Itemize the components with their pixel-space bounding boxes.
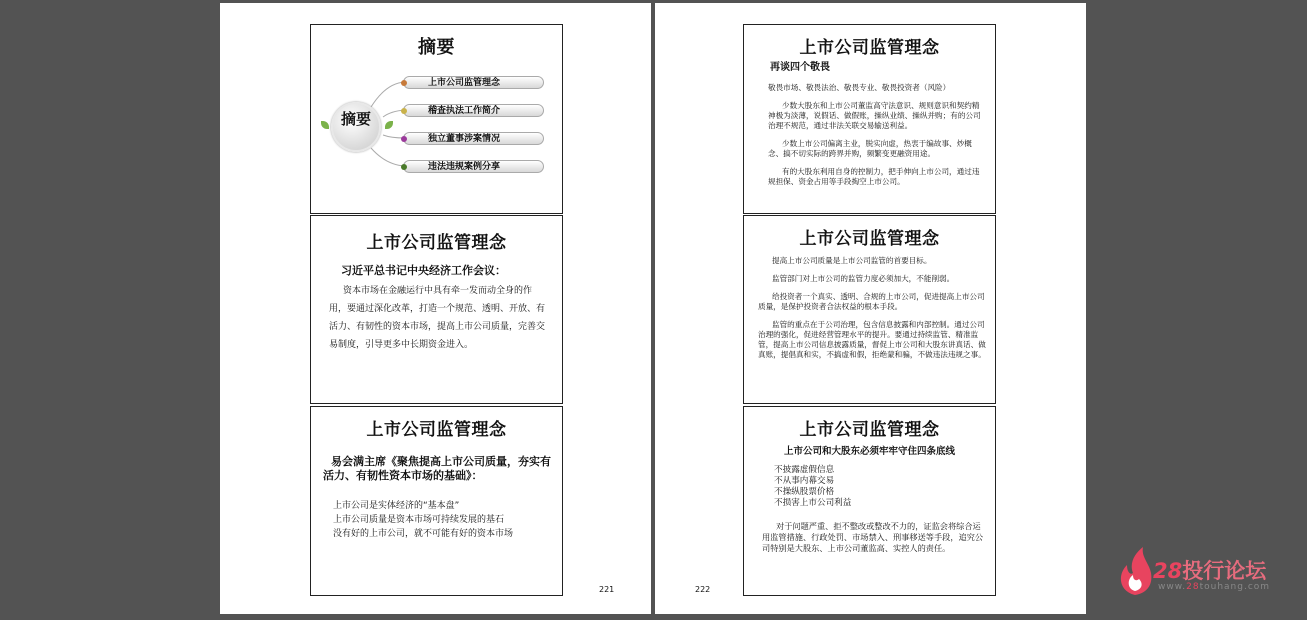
summary-item-1[interactable] xyxy=(403,76,544,89)
slide-title: 上市公司监管理念 xyxy=(799,38,940,58)
watermark-brand xyxy=(1153,555,1266,585)
url-prefix: www. xyxy=(1158,582,1187,592)
line-item: 不操纵股票价格 xyxy=(774,487,835,497)
summary-item-label: 违法违规案例分享 xyxy=(428,162,501,172)
slide-lines xyxy=(333,499,557,541)
slide-closing xyxy=(762,521,984,562)
body-paragraph: 对于问题严重、拒不整改或整改不力的，证监会将综合运用监管措施、行政处罚、市场禁入、刑事移送等手段，追究公司特别是大股东、上市公司董监高、实控人的责任。 xyxy=(762,521,984,553)
summary-item-label: 独立董事涉案情况 xyxy=(428,134,501,144)
bullet-dot-icon xyxy=(401,164,407,170)
bullet-dot-icon xyxy=(401,108,407,114)
page-number: 222 xyxy=(695,585,711,594)
summary-circle xyxy=(331,102,381,152)
body-paragraph: 监管的重点在于公司治理，包含信息披露和内部控制。通过公司治理的强化，促进经营管理水平的提升。要通过持续监管、精准监管，提高上市公司信息披露质量，督促上市公司和大股东讲真话、做真账，提倡真和实，不搞虚和假，拒绝蒙和骗，不做违法违规之事。 xyxy=(758,320,986,359)
slide-regulation-goals xyxy=(743,215,996,404)
slide-yi-quote xyxy=(310,406,563,596)
line-item: 没有好的上市公司，就不可能有好的资本市场 xyxy=(333,529,514,539)
document-page-222 xyxy=(655,3,1086,614)
slide-body: 资本市场在金融运行中具有牵一发而动全身的作用，要通过深化改革，打造一个规范、透明、开放、有活力、有韧性的资本市场，提高上市公司质量，完善交易制度，引导更多中长期资金进入。 xyxy=(329,286,546,350)
slide-four-bottom-lines xyxy=(743,406,996,596)
body-paragraph: 有的大股东利用自身的控制力，把手伸向上市公司，通过违规担保、资金占用等手段掏空上市公司。 xyxy=(768,167,980,186)
summary-item-3[interactable] xyxy=(403,132,544,145)
url-highlight: 28 xyxy=(1186,582,1200,592)
brand-number: 28 xyxy=(1153,559,1183,583)
body-paragraph: 给投资者一个真实、透明、合规的上市公司，促进提高上市公司质量，是保护投资者合法权益的根本手段。 xyxy=(758,292,985,311)
body-paragraph: 少数上市公司偏离主业，脱实向虚，热衷于编故事、炒概念、搞不切实际的跨界并购，频繁变更融资用途。 xyxy=(768,139,972,158)
page-number: 221 xyxy=(599,585,615,594)
slide-title: 上市公司监管理念 xyxy=(366,420,507,440)
slide-title: 上市公司监管理念 xyxy=(799,420,940,440)
line-item: 上市公司是实体经济的“基本盘” xyxy=(333,501,460,511)
body-paragraph: 少数大股东和上市公司董监高守法意识、规则意识和契约精神极为淡薄，说假话、做假账，操纵业绩、操纵并购；有的公司治理不规范，通过非法关联交易输送利益。 xyxy=(768,101,981,130)
slide-title: 上市公司监管理念 xyxy=(799,229,940,249)
document-page-221 xyxy=(220,3,651,614)
slide-body xyxy=(768,83,986,195)
url-suffix: touhang.com xyxy=(1199,582,1271,592)
summary-item-label: 稽查执法工作简介 xyxy=(428,106,501,116)
brand-name: 投行论坛 xyxy=(1182,559,1267,583)
body-paragraph: 提高上市公司质量是上市公司监管的首要目标。 xyxy=(772,256,932,265)
bullet-dot-icon xyxy=(401,136,407,142)
slide-four-reverences xyxy=(743,24,996,214)
summary-item-2[interactable] xyxy=(403,104,544,117)
slide-title: 上市公司监管理念 xyxy=(366,233,507,253)
summary-item-label: 上市公司监管理念 xyxy=(428,78,501,88)
bullet-dot-icon xyxy=(401,80,407,86)
line-item: 不从事内幕交易 xyxy=(774,476,835,486)
slide-xi-quote xyxy=(310,215,563,404)
slide-subtitle: 再谈四个敬畏 xyxy=(770,62,830,73)
slide-summary xyxy=(310,24,563,214)
line-item: 不披露虚假信息 xyxy=(774,465,835,475)
circle-label: 摘要 xyxy=(341,110,372,128)
summary-item-4[interactable] xyxy=(403,160,544,173)
line-item: 不损害上市公司利益 xyxy=(774,498,852,508)
intro-paragraph: 敬畏市场、敬畏法治、敬畏专业、敬畏投资者（风险） xyxy=(768,83,951,92)
slide-lines xyxy=(774,465,974,509)
watermark-url xyxy=(1158,582,1270,592)
slide-subtitle: 习近平总书记中央经济工作会议： xyxy=(341,264,506,277)
body-paragraph: 监管部门对上市公司的监管力度必须加大，不能削弱。 xyxy=(772,274,955,283)
slide-title: 摘要 xyxy=(418,37,455,58)
slide-body xyxy=(758,256,986,368)
slide-subtitle: 上市公司和大股东必须牢牢守住四条底线 xyxy=(783,446,955,457)
slide-subtitle: 易会满主席《聚焦提高上市公司质量，夯实有活力、有韧性资本市场的基础》： xyxy=(323,455,551,482)
line-item: 上市公司质量是资本市场可持续发展的基石 xyxy=(333,515,505,525)
